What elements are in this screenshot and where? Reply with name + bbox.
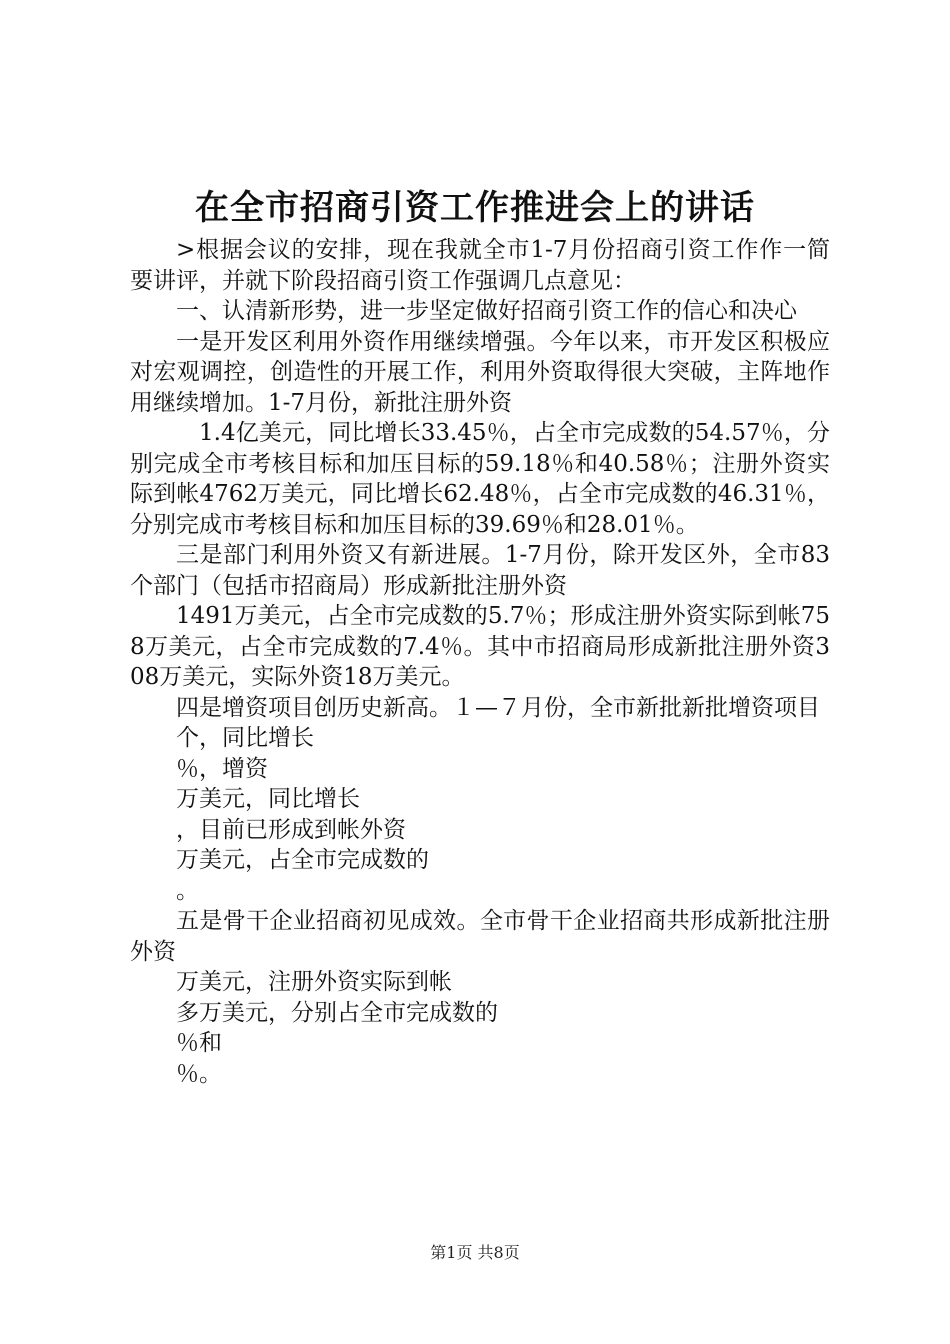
fragment-line: 。 [176, 877, 199, 904]
paragraph-section-heading: 一、认清新形势，进一步坚定做好招商引资工作的信心和决心 [176, 298, 797, 324]
page-number-footer: 第1页 共8页 [430, 1243, 520, 1262]
fragment-line: 万美元，同比增长 [176, 786, 360, 812]
fragment-line: 多万美元，分别占全市完成数的 [176, 999, 498, 1026]
document-body [130, 235, 830, 1089]
paragraph-intro: >根据会议的安排，现在我就全市1-7月份招商引资工作作一简要讲评，并就下阶段招商引资工作强调几点意见： [130, 237, 830, 294]
paragraph-figures: 1.4亿美元，同比增长33.45％，占全市完成数的54.57％，分别完成全市考核目标和加压目标的59.18％和40.58％；注册外资实际到帐4762万美元，同比增长62.48％，占全市完成数的46.31％，分别完成市考核目标和加压目标的39.69％和28.01％。 [130, 420, 830, 538]
fragment-line: ％，增资 [176, 755, 268, 782]
paragraph-development-zone: 一是开发区利用外资作用继续增强。今年以来，市开发区积极应对宏观调控，创造性的开展工作，利用外资取得很大突破，主阵地作用继续增加。1-7月份，新批注册外资 [130, 328, 830, 416]
document-title: 在全市招商引资工作推进会上的讲话 [195, 188, 755, 228]
fragment-line: ％。 [176, 1060, 222, 1087]
paragraph-key-enterprises: 五是骨干企业招商初见成效。全市骨干企业招商共形成新批注册外资 [130, 908, 830, 965]
paragraph-departments: 三是部门利用外资又有新进展。1-7月份，除开发区外，全市83个部门（包括市招商局）形成新批注册外资 [130, 542, 830, 599]
paragraph-department-figures: 1491万美元，占全市完成数的5.7％；形成注册外资实际到帐758万美元，占全市完成数的7.4％。其中市招商局形成新批注册外资308万美元，实际外资18万美元。 [130, 603, 830, 690]
fragment-line: 万美元，占全市完成数的 [176, 847, 429, 873]
paragraph-capital-increase: 四是增资项目创历史新高。１—７月份，全市新批新批增资项目 [176, 694, 820, 721]
fragment-line: ，目前已形成到帐外资 [176, 816, 406, 843]
fragment-line: 个，同比增长 [176, 725, 314, 751]
fragment-line: ％和 [176, 1030, 222, 1056]
fragment-line: 万美元，注册外资实际到帐 [176, 969, 452, 995]
